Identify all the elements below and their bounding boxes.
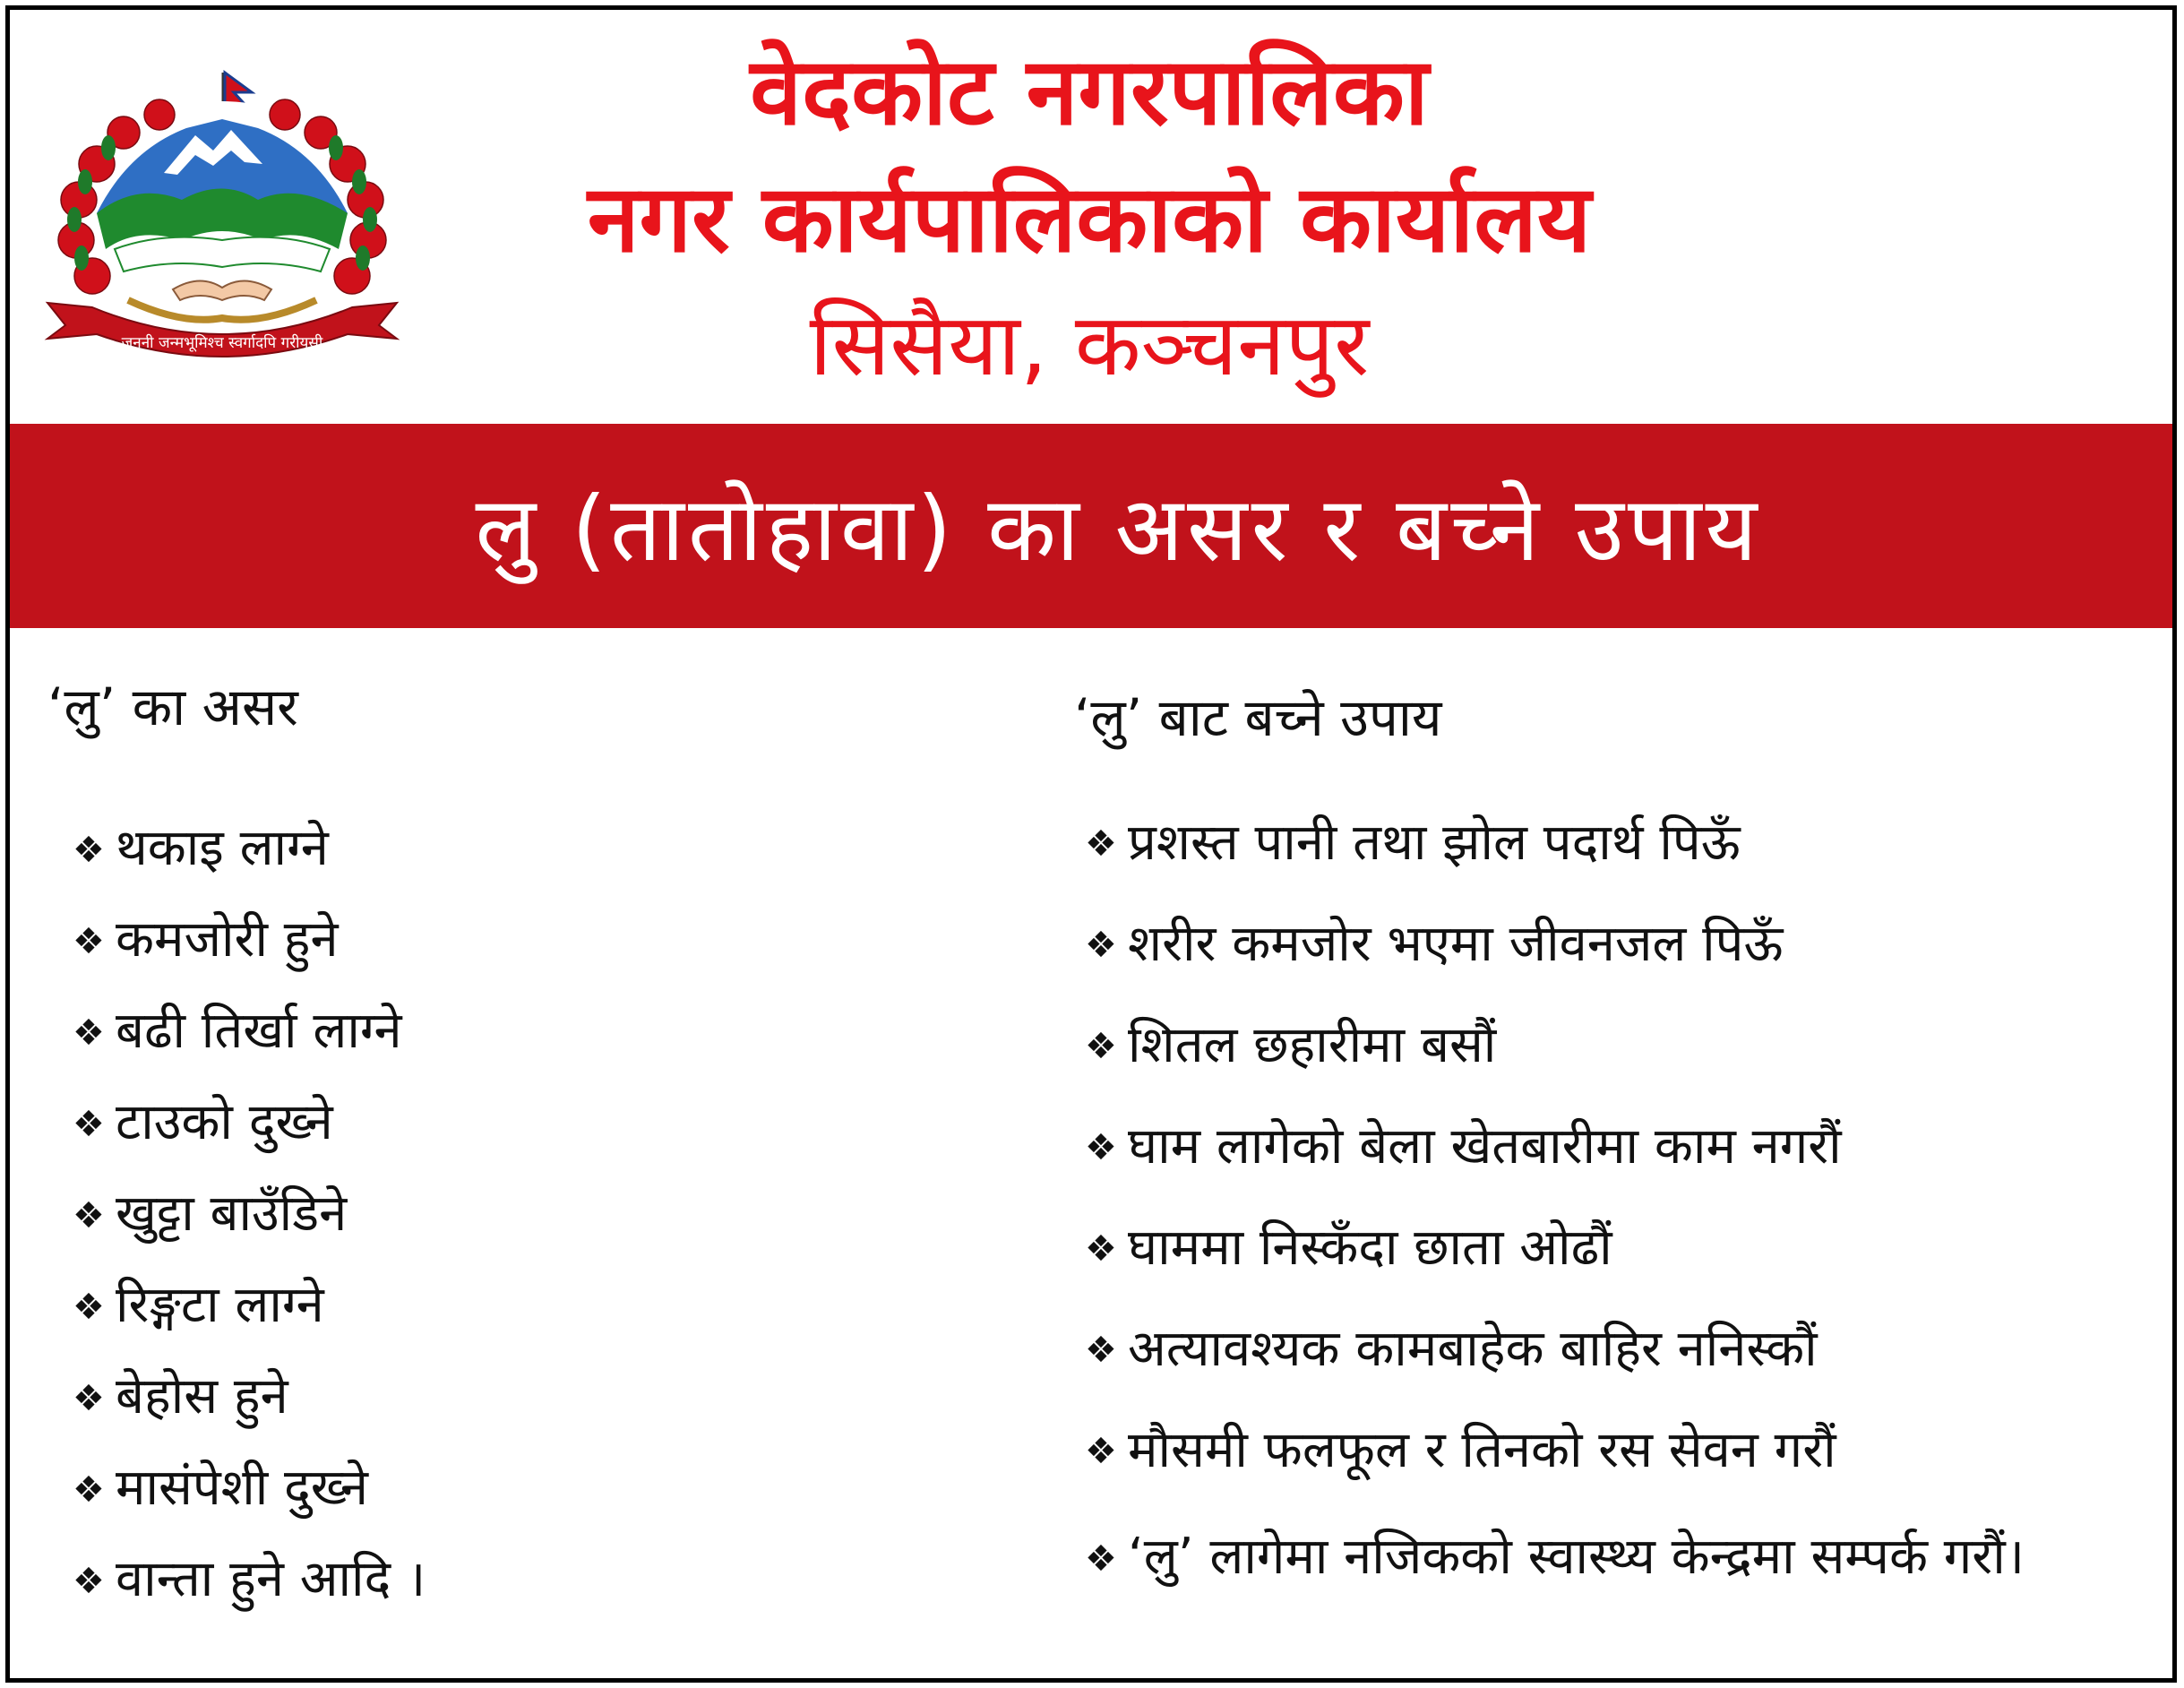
list-item <box>73 1078 979 1169</box>
bullet-icon: ❖ <box>1085 1228 1117 1270</box>
list-item <box>73 986 979 1078</box>
office-header <box>350 28 1828 408</box>
effect-item-text: रिङ्गटा लाग्ने <box>116 1276 324 1334</box>
prevention-list <box>1085 793 2167 1595</box>
effect-item-text: थकाइ लाग्ने <box>116 819 329 877</box>
bullet-icon: ❖ <box>1085 823 1117 865</box>
effect-item-text: बेहोस हुने <box>116 1367 288 1425</box>
bullet-icon: ❖ <box>73 1104 105 1145</box>
list-item <box>1085 1400 2167 1502</box>
list-item <box>73 1352 979 1443</box>
prevention-item-text: ‘लु’ लागेमा नजिकको स्वास्थ्य केन्द्रमा सम्पर्क गरौं। <box>1128 1528 2025 1586</box>
effects-heading: ‘लु’ का असर <box>47 676 298 737</box>
prevention-item-text: शितल छहारीमा बसौं <box>1128 1016 1497 1074</box>
list-item <box>73 804 979 895</box>
list-item <box>73 895 979 986</box>
effect-item-text: खुट्टा बाउँडिने <box>116 1184 348 1243</box>
bullet-icon: ❖ <box>1085 1538 1117 1580</box>
list-item <box>1085 793 2167 894</box>
prevention-item-text: प्रशस्त पानी तथा झोल पदार्थ पिऊँ <box>1128 814 1741 872</box>
bullet-icon: ❖ <box>73 1195 105 1236</box>
list-item <box>73 1261 979 1352</box>
bullet-icon: ❖ <box>1085 1127 1117 1168</box>
effect-item-text: कमजोरी हुने <box>116 910 339 969</box>
effects-list <box>73 804 979 1626</box>
bullet-icon: ❖ <box>73 921 105 962</box>
effect-item-text: वान्ता हुने आदि । <box>116 1550 426 1608</box>
bullet-icon: ❖ <box>1085 925 1117 966</box>
effect-item-text: बढी तिर्खा लाग्ने <box>116 1002 402 1060</box>
prevention-item-text: घाम लागेको बेला खेतबारीमा काम नगरौं <box>1128 1117 1842 1176</box>
bullet-icon: ❖ <box>73 830 105 871</box>
bullet-icon: ❖ <box>1085 1431 1117 1472</box>
list-item <box>1085 1521 2167 1595</box>
effects-column <box>47 664 979 1626</box>
emblem-motto: जननी जन्मभूमिश्च स्वर्गादपि गरीयसी <box>121 334 323 352</box>
bullet-icon: ❖ <box>73 1469 105 1511</box>
banner-title: लु (तातोहावा) का असर र बच्ने उपाय <box>475 477 1761 581</box>
list-item <box>73 1443 979 1535</box>
list-item <box>1085 995 2167 1097</box>
title-banner <box>10 424 2172 628</box>
bullet-icon: ❖ <box>73 1287 105 1328</box>
municipality-name: वेदकोट नगरपालिका <box>750 37 1429 146</box>
office-address: सिसैया, कञ्चनपुर <box>809 295 1370 395</box>
prevention-item-text: घाममा निस्कँदा छाता ओढौं <box>1128 1219 1612 1277</box>
bullet-icon: ❖ <box>73 1378 105 1419</box>
list-item <box>73 1169 979 1261</box>
prevention-item-text: शरीर कमजोर भएमा जीवनजल पिऊँ <box>1128 915 1784 973</box>
bullet-icon: ❖ <box>1085 1026 1117 1067</box>
office-name: नगर कार्यपालिकाको कार्यालय <box>587 164 1592 273</box>
prevention-item-text: अत्यावश्यक कामबाहेक बाहिर ननिस्कौं <box>1128 1320 1818 1378</box>
bullet-icon: ❖ <box>73 1561 105 1602</box>
effect-item-text: टाउको दुख्ने <box>116 1093 333 1151</box>
prevention-heading: ‘लु’ बाट बच्ने उपाय <box>1074 686 1442 748</box>
prevention-item-text: मौसमी फलफूल र तिनको रस सेवन गरौं <box>1128 1421 1836 1479</box>
effect-item-text: मासंपेशी दुख्ने <box>116 1459 369 1517</box>
list-item <box>73 1535 979 1626</box>
prevention-column <box>1074 664 2167 1595</box>
list-item <box>1085 1198 2167 1299</box>
list-item <box>1085 894 2167 995</box>
list-item <box>1085 1299 2167 1400</box>
bullet-icon: ❖ <box>73 1012 105 1054</box>
bullet-icon: ❖ <box>1085 1330 1117 1371</box>
list-item <box>1085 1097 2167 1198</box>
poster-frame <box>5 5 2177 1683</box>
